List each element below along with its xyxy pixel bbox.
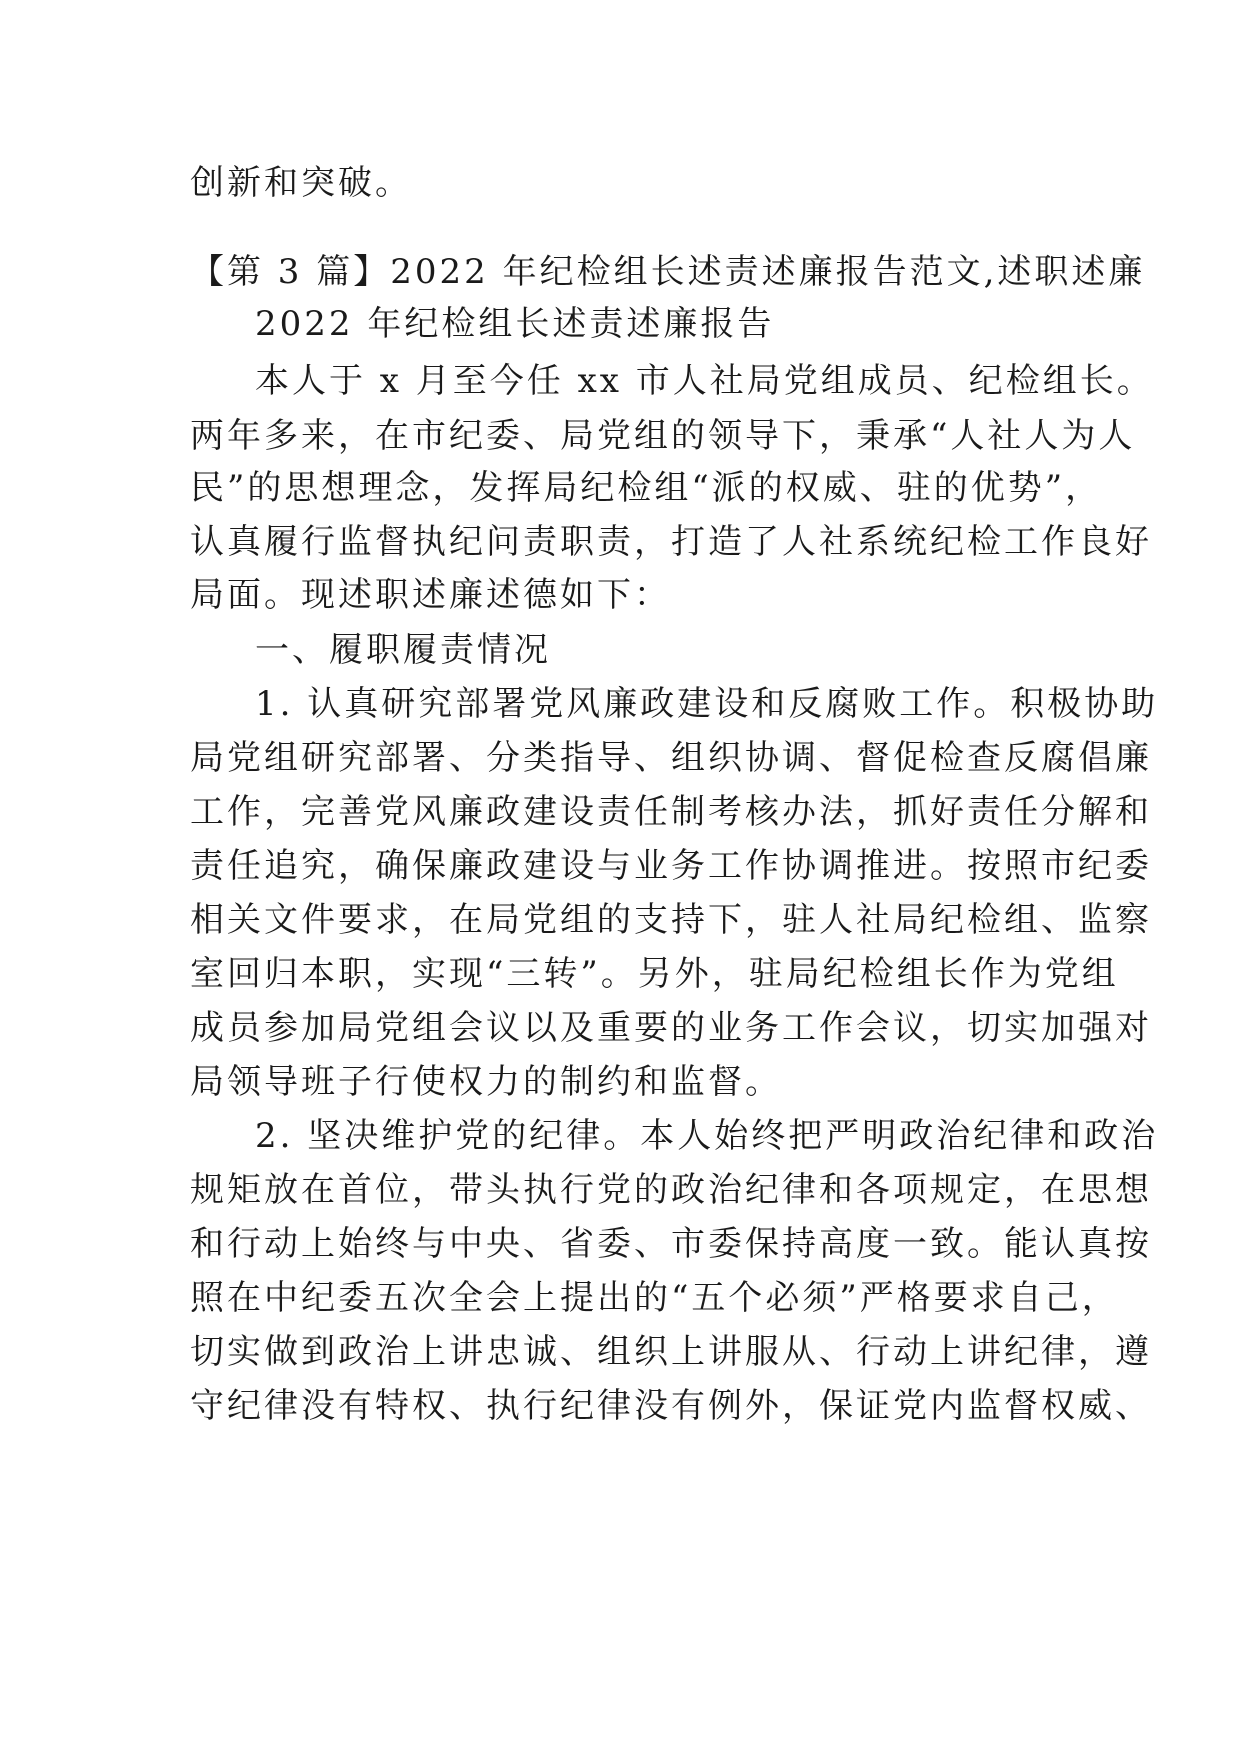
paragraph-line-6: 局面。现述职述廉述德如下： [190,575,671,615]
paragraph-line-16: 规矩放在首位，带头执行党的政治纪律和各项规定，在思想 [190,1170,1152,1210]
paragraph-line-2: 本人于 x 月至今任 xx 市人社局党组成员、纪检组长。 [255,361,1154,401]
paragraph-line-1: 创新和突破。 [190,163,412,203]
paragraph-line-15: 2. 坚决维护党的纪律。本人始终把严明政治纪律和政治 [255,1116,1159,1156]
paragraph-line-8: 局党组研究部署、分类指导、组织协调、督促检查反腐倡廉 [190,738,1152,778]
paragraph-line-4: 民”的思想理念，发挥局纪检组“派的权威、驻的优势”， [190,468,1103,508]
paragraph-line-5: 认真履行监督执纪问责职责，打造了人社系统纪检工作良好 [190,522,1152,562]
paragraph-line-17: 和行动上始终与中央、省委、市委保持高度一致。能认真按 [190,1224,1152,1264]
paragraph-line-11: 相关文件要求，在局党组的支持下，驻人社局纪检组、监察 [190,900,1152,940]
paragraph-line-7: 1. 认真研究部署党风廉政建设和反腐败工作。积极协助 [255,684,1159,724]
section-heading: 一、履职履责情况 [255,630,551,670]
article-heading: 【第 3 篇】2022 年纪检组长述责述廉报告范文,述职述廉 [190,252,1146,292]
paragraph-line-18: 照在中纪委五次全会上提出的“五个必须”严格要求自己， [190,1278,1119,1318]
report-title: 2022 年纪检组长述责述廉报告 [255,304,775,344]
paragraph-line-12: 室回归本职，实现“三转”。另外，驻局纪检组长作为党组 [190,954,1119,994]
paragraph-line-19: 切实做到政治上讲忠诚、组织上讲服从、行动上讲纪律，遵 [190,1332,1152,1372]
paragraph-line-14: 局领导班子行使权力的制约和监督。 [190,1062,782,1102]
paragraph-line-9: 工作，完善党风廉政建设责任制考核办法，抓好责任分解和 [190,792,1152,832]
paragraph-line-20: 守纪律没有特权、执行纪律没有例外，保证党内监督权威、 [190,1386,1152,1426]
paragraph-line-3: 两年多来，在市纪委、局党组的领导下，秉承“人社人为人 [190,416,1136,456]
paragraph-line-10: 责任追究，确保廉政建设与业务工作协调推进。按照市纪委 [190,846,1152,886]
paragraph-line-13: 成员参加局党组会议以及重要的业务工作会议，切实加强对 [190,1008,1152,1048]
